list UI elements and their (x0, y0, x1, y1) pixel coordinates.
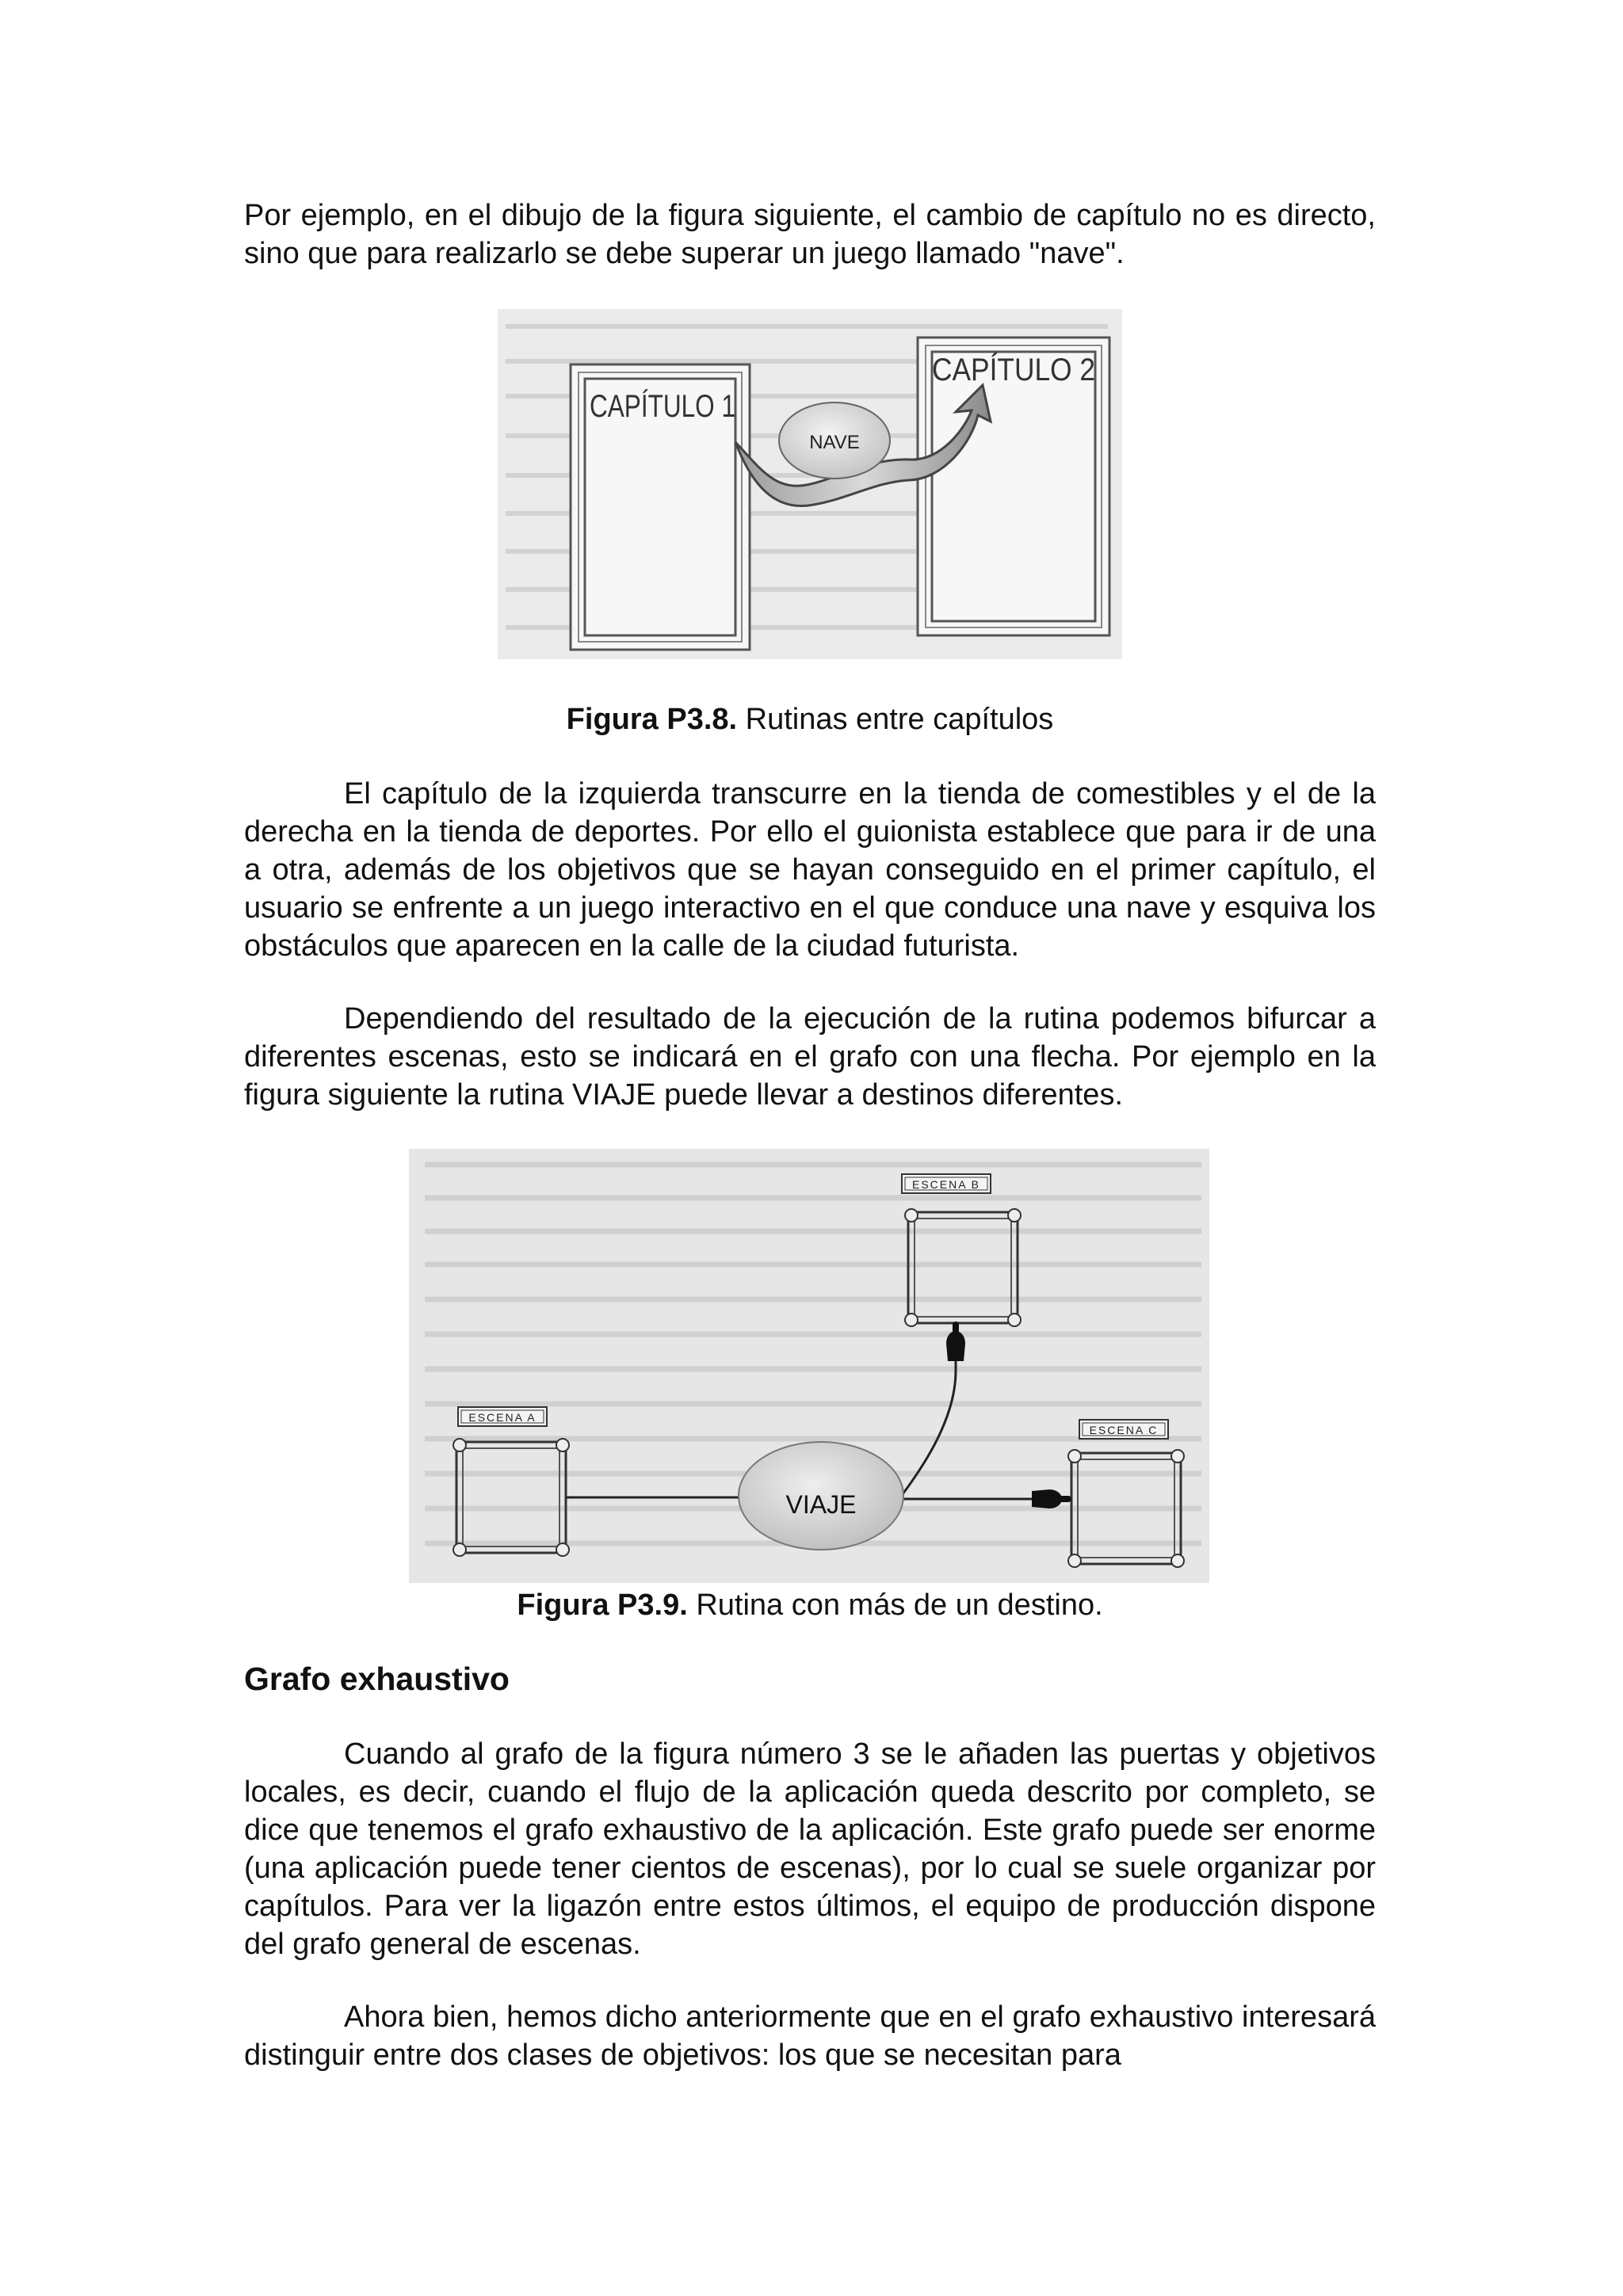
paragraph-routine-branching: Dependiendo del resultado de la ejecución de la rutina podemos bifurcar a diferentes escenas, esto se indicará en el grafo con una flecha. Por ejemplo en la figura siguiente la rutina VIAJE puede llevar a destinos diferentes. (244, 1002, 1376, 1112)
section-heading: Grafo exhaustivo (244, 1661, 510, 1697)
viaje-routine-label: VIAJE (785, 1490, 857, 1519)
figure-p3-9-caption (244, 1586, 1376, 1624)
nave-routine-label: NAVE (809, 432, 860, 453)
paragraph-exhaustive-graph: Cuando al grafo de la figura número 3 se le añaden las puertas y objetivos locales, es decir, cuando el flujo de la aplicación queda descrito por completo, se dice que tenemos el grafo exhaustivo de la aplicación. Este grafo puede ser enorme (una aplicación puede tener cientos de escenas), por lo cual se suele organizar por capítulos. Para ver la ligazón entre estos últimos, el equipo de producción dispone del grafo general de escenas. (244, 1737, 1376, 1961)
figure-p3-9-caption-text: Rutina con más de un destino. (687, 1589, 1103, 1622)
chapter-2-label: CAPÍTULO 2 (932, 353, 1117, 387)
scene-c-label: ESCENA C (1089, 1424, 1159, 1436)
figure-p3-8-caption (244, 700, 1376, 738)
paragraph-chapters-description: El capítulo de la izquierda transcurre en la tienda de comestibles y el de la derecha en la tienda de deportes. Por ello el guionista establece que para ir de una a otra, además de los objetivos que se hayan conseguido en el primer capítulo, el usuario se enfrente a un juego interactivo en el que conduce una nave y esquiva los obstáculos que aparecen en la calle de la ciudad futurista. (244, 777, 1376, 963)
intro-paragraph: Por ejemplo, en el dibujo de la figura siguiente, el cambio de capítulo no es directo, sino que para realizarlo se debe superar un juego llamado "nave". (244, 199, 1376, 270)
paragraph-objective-classes: Ahora bien, hemos dicho anteriormente que en el grafo exhaustivo interesará distinguir entre dos clases de objetivos: los que se necesitan para (244, 2000, 1376, 2072)
figure-chapters-diagram (498, 309, 1122, 659)
scene-a-label: ESCENA A (468, 1411, 537, 1424)
figure-p3-9-caption-label: Figura P3.9. (517, 1589, 688, 1622)
figure-routine-destinations-diagram (409, 1149, 1209, 1583)
figure-p3-8-caption-text: Rutinas entre capítulos (737, 703, 1054, 736)
chapter-1-label: CAPÍTULO 1 (590, 389, 775, 424)
scene-b-label: ESCENA B (911, 1178, 981, 1191)
figure-p3-8-caption-label: Figura P3.8. (566, 703, 738, 736)
